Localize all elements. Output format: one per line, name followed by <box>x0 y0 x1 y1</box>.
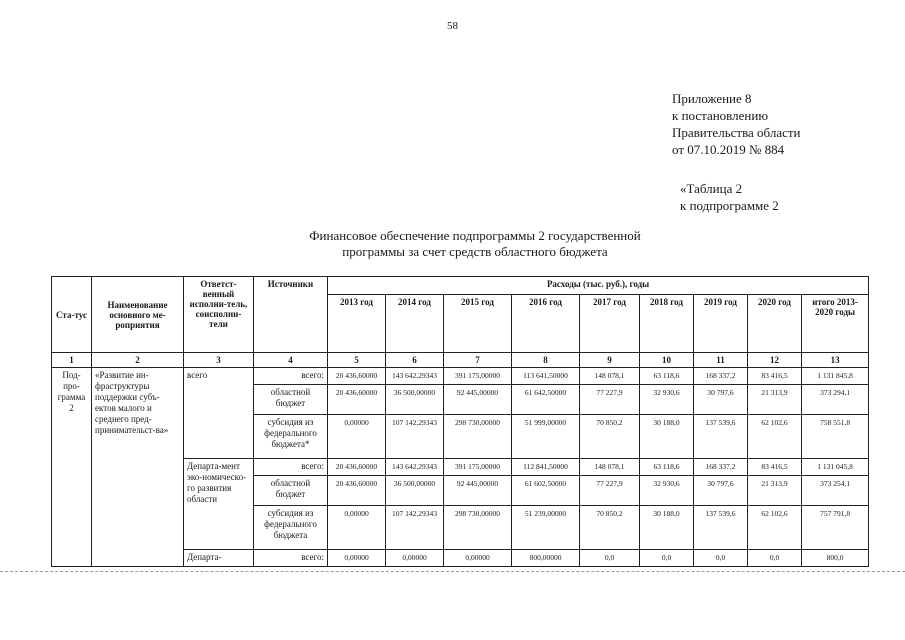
value-cell: 30 797,6 <box>694 476 748 506</box>
source-cell: областной бюджет <box>254 385 328 415</box>
value-cell: 298 730,00000 <box>444 415 512 459</box>
appendix-block <box>672 90 801 158</box>
value-cell: 137 539,6 <box>694 415 748 459</box>
financing-table <box>51 276 869 567</box>
value-cell: 148 078,1 <box>580 368 640 385</box>
column-number: 11 <box>694 353 748 368</box>
value-cell: 1 131 845,8 <box>802 368 869 385</box>
appendix-line: Правительства области <box>672 125 801 140</box>
table-reference <box>680 180 779 214</box>
column-number: 4 <box>254 353 328 368</box>
title-line: программы за счет средств областного бюджета <box>342 244 608 259</box>
measure-name: «Развитие ин-фраструктуры поддержки субъ-ектов малого и среднего пред-принимательст-ва» <box>92 368 184 567</box>
column-number: 9 <box>580 353 640 368</box>
value-cell: 62 102,6 <box>748 506 802 550</box>
value-cell: 51 999,00000 <box>512 415 580 459</box>
column-number: 7 <box>444 353 512 368</box>
status-cell: Под-про-грамма 2 <box>52 368 92 567</box>
appendix-line: Приложение 8 <box>672 91 752 106</box>
value-cell: 112 841,50000 <box>512 459 580 476</box>
source-cell: субсидия из федерального бюджета* <box>254 415 328 459</box>
value-cell: 21 313,9 <box>748 476 802 506</box>
value-cell: 63 118,6 <box>640 459 694 476</box>
header-year: 2018 год <box>640 295 694 353</box>
executor-cell: Департа- <box>184 550 254 567</box>
page-number: 58 <box>447 20 458 32</box>
value-cell: 373 254,1 <box>802 476 869 506</box>
value-cell: 0,0 <box>580 550 640 567</box>
column-number: 10 <box>640 353 694 368</box>
value-cell: 0,00000 <box>386 550 444 567</box>
header-year: 2014 год <box>386 295 444 353</box>
title-line: Финансовое обеспечение подпрограммы 2 государственной <box>309 228 641 243</box>
executor-cell: всего <box>184 368 254 459</box>
value-cell: 70 850,2 <box>580 506 640 550</box>
table-ref-line: «Таблица 2 <box>680 181 743 196</box>
value-cell: 92 445,00000 <box>444 476 512 506</box>
source-cell: всего: <box>254 368 328 385</box>
column-number: 1 <box>52 353 92 368</box>
source-cell: областной бюджет <box>254 476 328 506</box>
header-year: 2015 год <box>444 295 512 353</box>
header-sources: Источники <box>254 277 328 353</box>
value-cell: 0,0 <box>748 550 802 567</box>
value-cell: 0,00000 <box>444 550 512 567</box>
value-cell: 83 416,5 <box>748 368 802 385</box>
column-number: 6 <box>386 353 444 368</box>
executor-cell: Департа-мент эко-номическо-го развития области <box>184 459 254 550</box>
value-cell: 51 239,00000 <box>512 506 580 550</box>
source-cell: субсидия из федерального бюджета <box>254 506 328 550</box>
appendix-line: к постановлению <box>672 108 769 123</box>
header-executor: Ответст-венный исполни-тель, соисполни-тели <box>184 277 254 353</box>
value-cell: 0,0 <box>640 550 694 567</box>
value-cell: 168 337,2 <box>694 368 748 385</box>
value-cell: 373 294,1 <box>802 385 869 415</box>
value-cell: 77 227,9 <box>580 476 640 506</box>
page-cut-line <box>0 571 905 572</box>
header-expenses: Расходы (тыс. руб.), годы <box>328 277 869 295</box>
value-cell: 77 227,9 <box>580 385 640 415</box>
value-cell: 20 436,60000 <box>328 368 386 385</box>
value-cell: 36 500,00000 <box>386 385 444 415</box>
header-year: 2017 год <box>580 295 640 353</box>
value-cell: 20 436,60000 <box>328 476 386 506</box>
header-status: Ста-тус <box>52 277 92 353</box>
source-cell: всего: <box>254 459 328 476</box>
value-cell: 0,0 <box>694 550 748 567</box>
value-cell: 137 539,6 <box>694 506 748 550</box>
column-number: 2 <box>92 353 184 368</box>
value-cell: 61 602,50000 <box>512 476 580 506</box>
value-cell: 107 142,29343 <box>386 506 444 550</box>
value-cell: 800,00000 <box>512 550 580 567</box>
header-year: 2019 год <box>694 295 748 353</box>
value-cell: 391 175,00000 <box>444 368 512 385</box>
value-cell: 30 797,6 <box>694 385 748 415</box>
value-cell: 1 131 045,8 <box>802 459 869 476</box>
value-cell: 391 175,00000 <box>444 459 512 476</box>
column-number: 12 <box>748 353 802 368</box>
value-cell: 63 118,6 <box>640 368 694 385</box>
value-cell: 0,00000 <box>328 415 386 459</box>
value-cell: 21 313,9 <box>748 385 802 415</box>
value-cell: 92 445,00000 <box>444 385 512 415</box>
value-cell: 62 102,6 <box>748 415 802 459</box>
value-cell: 168 337,2 <box>694 459 748 476</box>
source-cell: всего: <box>254 550 328 567</box>
value-cell: 30 188,0 <box>640 415 694 459</box>
header-year: 2020 год <box>748 295 802 353</box>
value-cell: 0,00000 <box>328 550 386 567</box>
value-cell: 0,00000 <box>328 506 386 550</box>
value-cell: 298 730,00000 <box>444 506 512 550</box>
value-cell: 757 791,8 <box>802 506 869 550</box>
appendix-line: от 07.10.2019 № 884 <box>672 142 785 157</box>
value-cell: 61 642,50000 <box>512 385 580 415</box>
value-cell: 20 436,60000 <box>328 385 386 415</box>
document-title <box>240 228 710 260</box>
header-year: 2013 год <box>328 295 386 353</box>
value-cell: 113 641,50000 <box>512 368 580 385</box>
value-cell: 800,0 <box>802 550 869 567</box>
column-number: 13 <box>802 353 869 368</box>
table-ref-line: к подпрограмме 2 <box>680 198 779 213</box>
header-name: Наименование основного ме-роприятия <box>92 277 184 353</box>
header-year-total: итого 2013-2020 годы <box>802 295 869 353</box>
value-cell: 36 500,00000 <box>386 476 444 506</box>
value-cell: 30 188,0 <box>640 506 694 550</box>
value-cell: 32 930,6 <box>640 385 694 415</box>
value-cell: 107 142,29343 <box>386 415 444 459</box>
value-cell: 143 642,29343 <box>386 368 444 385</box>
header-year: 2016 год <box>512 295 580 353</box>
column-number: 8 <box>512 353 580 368</box>
value-cell: 143 642,29343 <box>386 459 444 476</box>
value-cell: 148 078,1 <box>580 459 640 476</box>
value-cell: 70 850,2 <box>580 415 640 459</box>
value-cell: 32 930,6 <box>640 476 694 506</box>
column-number: 5 <box>328 353 386 368</box>
column-number: 3 <box>184 353 254 368</box>
value-cell: 20 436,60000 <box>328 459 386 476</box>
value-cell: 758 551,8 <box>802 415 869 459</box>
value-cell: 83 416,5 <box>748 459 802 476</box>
